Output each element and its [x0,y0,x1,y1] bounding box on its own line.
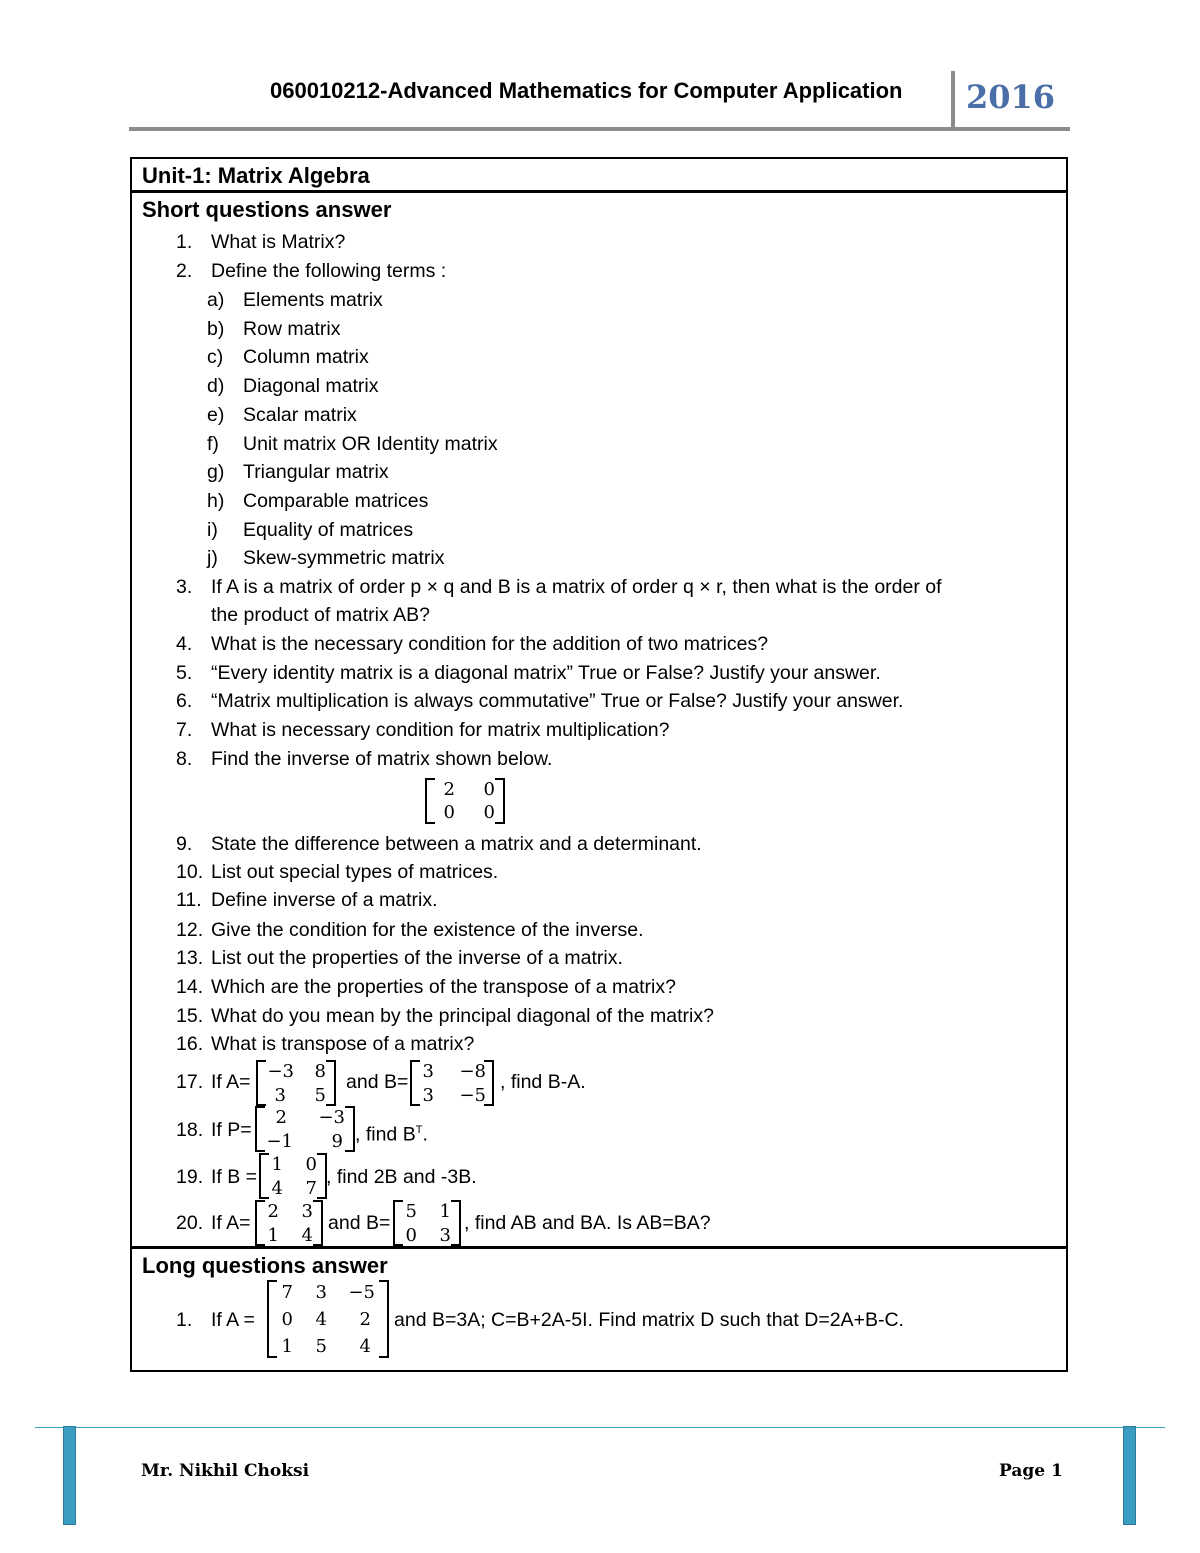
term-text: Row matrix [243,317,341,340]
term-label: g) [207,461,225,484]
question-20: 20. If A= and B= , find AB and BA. Is AB=BA? [176,1212,711,1234]
term-item [207,460,389,484]
page-number: Page 1 [999,1461,1063,1481]
question-12: 12. Give the condition for the existence of the inverse. [176,919,644,941]
term-label: d) [207,375,225,398]
question-13: 13. List out the properties of the inverse of a matrix. [176,947,623,969]
term-item [207,317,341,341]
term-item [207,403,357,427]
question-9: 9. State the difference between a matrix and a determinant. [176,833,702,855]
question-2: 2. Define the following terms : [176,260,447,282]
question-3-continued: the product of matrix AB? [211,604,430,626]
question-14: 14. Which are the properties of the transpose of a matrix? [176,976,676,998]
question-4: 4. What is the necessary condition for the addition of two matrices? [176,633,769,655]
matrix-q8: 2 0 0 0 [425,778,505,824]
question-18: 18. If P= , find $B^T$. [176,1119,428,1146]
document-year: 2016 [966,78,1056,116]
question-11: 11. Define inverse of a matrix. [176,889,438,911]
term-label: j) [207,547,218,570]
term-text: Triangular matrix [243,461,389,484]
term-item [207,489,429,513]
question-7: 7. What is necessary condition for matrix multiplication? [176,719,670,741]
matrix-q17-a: −3 8 3 5 [256,1060,336,1106]
term-label: i) [207,518,218,541]
term-label: f) [207,432,219,455]
document-title: 060010212-Advanced Mathematics for Computer Application [270,78,903,103]
question-19: 19. If B = , find 2B and -3B. [176,1166,477,1188]
matrix-q20-b: 5 1 0 3 [393,1200,461,1246]
term-item [207,345,369,369]
header-separator [951,71,955,127]
term-item [207,288,383,312]
footer-rule [35,1427,1165,1428]
term-label: b) [207,317,225,340]
matrix-q19-b: 1 0 4 7 [259,1153,327,1199]
question-3: 3. If A is a matrix of order p × q and B is a matrix of order q × r, then what is the order of [176,576,942,598]
term-text: Elements matrix [243,289,383,311]
question-10: 10. List out special types of matrices. [176,861,499,883]
question-1: 1. What is Matrix? [176,231,346,253]
question-16: 16. What is transpose of a matrix? [176,1033,475,1055]
term-item [207,374,379,398]
term-text: Diagonal matrix [243,375,379,398]
unit-title-box [130,157,1068,192]
long-question-1: 1. If A = and B=3A; C=B+2A-5I. Find matrix D such that D=2A+B-C. [176,1309,904,1331]
term-text: Equality of matrices [243,518,414,541]
footer-author: Mr. Nikhil Choksi [141,1461,310,1481]
footer-left-bar [63,1426,76,1525]
question-8: 8. Find the inverse of matrix shown below. [176,748,553,770]
term-text: Column matrix [243,346,369,369]
term-text: Unit matrix OR Identity matrix [243,432,498,455]
footer-right-bar [1123,1426,1136,1525]
long-questions-title: Long questions answer [142,1253,388,1278]
matrix-q20-a: 2 3 1 4 [255,1200,323,1246]
term-text: Comparable matrices [243,489,429,512]
term-label: a) [207,289,225,311]
unit-title: Unit-1: Matrix Algebra [142,163,370,188]
question-17: 17. If A= and B= , find B-A. [176,1071,586,1093]
short-questions-title: Short questions answer [142,197,392,222]
question-6: 6. “Matrix multiplication is always commutative” True or False? Justify your answer. [176,690,904,712]
term-item [207,546,445,570]
question-5: 5. “Every identity matrix is a diagonal matrix” True or False? Justify your answer. [176,662,881,684]
header-rule [129,127,1070,131]
term-label: h) [207,489,225,512]
term-label: c) [207,346,224,369]
term-label: e) [207,403,225,426]
term-text: Scalar matrix [243,403,357,426]
matrix-q18-p: 2 −3 −1 9 [255,1106,355,1152]
term-text: Skew-symmetric matrix [243,547,445,570]
question-15: 15. What do you mean by the principal diagonal of the matrix? [176,1005,714,1027]
matrix-q17-b: 3 −8 3 −5 [410,1060,494,1106]
matrix-long-q1-a: 7 3 −5 0 4 2 1 5 4 [267,1280,389,1358]
term-item [207,432,498,456]
term-item [207,518,414,542]
